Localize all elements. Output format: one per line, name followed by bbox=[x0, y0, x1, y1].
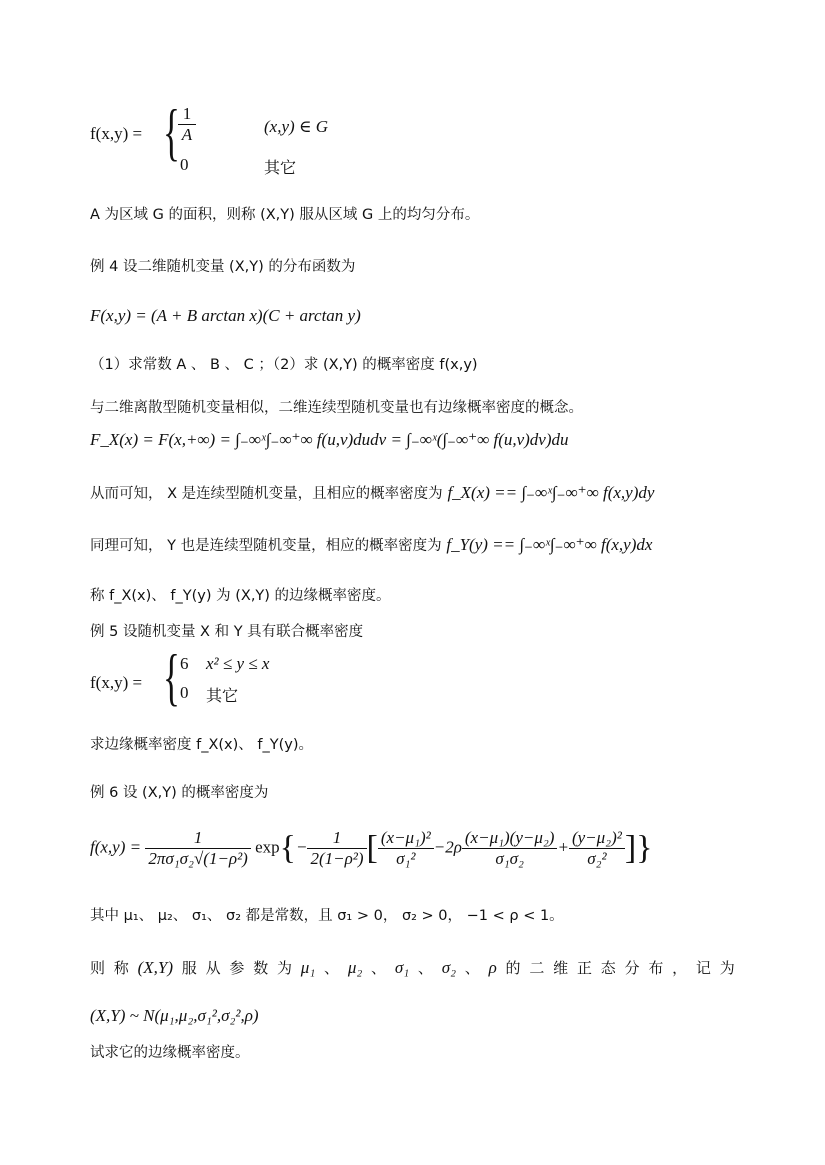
claim-word: 服 bbox=[181, 959, 197, 977]
marginal-x-line bbox=[90, 483, 654, 504]
claim-word: 、 bbox=[324, 959, 340, 977]
piecewise2-otherwise: 其它 bbox=[206, 686, 239, 705]
marginal-y-text: 同理可知， Y 也是连续型随机变量，相应的概率密度为 bbox=[90, 538, 442, 554]
piecewise2-six: 6 bbox=[180, 654, 189, 673]
piecewise1-fraction bbox=[178, 104, 196, 145]
claim-word: σ₁ bbox=[394, 958, 410, 977]
piecewise2-zero: 0 bbox=[180, 683, 189, 702]
claim-word: μ₁ bbox=[300, 958, 316, 977]
example4-question: （1）求常数 A 、 B 、 C ；（2）求 (X,Y) 的概率密度 f(x,y) bbox=[90, 357, 478, 373]
example6-term1-den: σ₁² bbox=[396, 849, 416, 868]
example6-prefactor bbox=[145, 828, 251, 869]
claim-word: 态 bbox=[600, 959, 616, 977]
claim-word: 从 bbox=[205, 959, 221, 977]
claim-word: 正 bbox=[576, 959, 592, 977]
marginal-y-line bbox=[90, 535, 652, 556]
marginal-definition: 称 f_X(x)、 f_Y(y) 为 (X,Y) 的边缘概率密度。 bbox=[90, 588, 391, 604]
claim-word: μ₂ bbox=[347, 958, 363, 977]
claim-word: σ₂ bbox=[441, 958, 457, 977]
claim-word: 参 bbox=[229, 959, 245, 977]
example6-inner-den: 2(1−ρ²) bbox=[310, 849, 364, 868]
example6-prefactor-den: 2πσ₁σ₂√(1−ρ²) bbox=[148, 849, 248, 868]
example6-title: 例 6 设 (X,Y) 的概率密度为 bbox=[90, 785, 269, 801]
example6-lhs: f(x,y) = bbox=[90, 837, 142, 857]
piecewise1-num: 1 bbox=[178, 104, 196, 125]
claim-word: (X,Y) bbox=[137, 958, 174, 977]
claim-word: 、 bbox=[464, 959, 480, 977]
example6-claim-line bbox=[90, 958, 735, 978]
example6-inner-factor bbox=[307, 828, 366, 869]
marginal-x-formula: f_X(x) == ∫₋∞ˣ∫₋∞⁺∞ f(x,y)dy bbox=[447, 483, 655, 502]
claim-word: 记 bbox=[695, 959, 711, 977]
claim-word: 分 bbox=[624, 959, 640, 977]
example6-formula: f(x,y) = $\frac{1}{\text{2πσ₁σ₂√(1−ρ²)}}$ exp{− $\frac{1}{\text{2(1−ρ²)}}$ [ $\frac{\text{(x−μ₁)²}}{\text{σ₁²}}$ −2ρ $\frac{\text{(x−μ₁)(y−μ₂)}}{\text{σ₁σ₂}}$ + $\frac{\text{(y−μ₂)²}}{\text{σ₂²}}$ ]} bbox=[90, 828, 653, 868]
piecewise2-condition: x² ≤ y ≤ x bbox=[206, 654, 270, 673]
example6-term2 bbox=[462, 828, 558, 869]
example5-title: 例 5 设随机变量 X 和 Y 具有联合概率密度 bbox=[90, 624, 364, 640]
claim-word: 二 bbox=[529, 959, 545, 977]
claim-word: 、 bbox=[417, 959, 433, 977]
example6-question: 试求它的边缘概率密度。 bbox=[90, 1045, 250, 1061]
claim-word: 称 bbox=[113, 959, 129, 977]
example6-term1 bbox=[378, 828, 434, 869]
claim-word: 为 bbox=[719, 959, 735, 977]
claim-word: ， bbox=[672, 959, 688, 977]
example6-term3-num: (y−μ₂)² bbox=[569, 828, 625, 849]
uniform-distribution-text: A 为区域 G 的面积，则称 (X,Y) 服从区域 G 上的均匀分布。 bbox=[90, 207, 480, 223]
marginal-y-formula: f_Y(y) == ∫₋∞ˣ∫₋∞⁺∞ f(x,y)dx bbox=[446, 535, 653, 554]
claim-word: ρ bbox=[488, 958, 497, 977]
piecewise1-condition: (x,y) ∈ G bbox=[264, 117, 329, 136]
example6-term2-coef: −2ρ bbox=[433, 837, 462, 857]
piecewise1-zero: 0 bbox=[180, 155, 189, 174]
example6-exp: exp bbox=[255, 837, 280, 857]
claim-word: 则 bbox=[90, 959, 106, 977]
example4-title: 例 4 设二维随机变量 (X,Y) 的分布函数为 bbox=[90, 259, 356, 275]
piecewise1-otherwise: 其它 bbox=[264, 158, 297, 177]
claim-word: 的 bbox=[505, 959, 521, 977]
claim-word: 为 bbox=[276, 959, 292, 977]
example6-notation: (X,Y) ~ N(μ₁,μ₂,σ₁²,σ₂²,ρ) bbox=[90, 1006, 259, 1025]
example6-term1-num: (x−μ₁)² bbox=[378, 828, 434, 849]
example6-term3 bbox=[569, 828, 625, 869]
example5-question: 求边缘概率密度 f_X(x)、 f_Y(y)。 bbox=[90, 737, 314, 753]
claim-word: 布 bbox=[648, 959, 664, 977]
example6-inner-num: 1 bbox=[307, 828, 366, 849]
marginal-cdf-formula: F_X(x) = F(x,+∞) = ∫₋∞ˣ∫₋∞⁺∞ f(u,v)dudv = ∫₋∞ˣ(∫₋∞⁺∞ f(u,v)dv)du bbox=[90, 430, 569, 449]
piecewise2-lhs: f(x,y) = bbox=[90, 673, 143, 692]
piecewise1-brace: { bbox=[163, 96, 180, 167]
example6-term2-den: σ₁σ₂ bbox=[495, 849, 524, 868]
marginal-x-text: 从而可知， X 是连续型随机变量，且相应的概率密度为 bbox=[90, 486, 443, 502]
example6-term3-den: σ₂² bbox=[587, 849, 607, 868]
example6-params: 其中 μ₁、 μ₂、 σ₁、 σ₂ 都是常数，且 σ₁ > 0， σ₂ > 0， −1 < ρ < 1。 bbox=[90, 908, 564, 924]
piecewise2-brace: { bbox=[163, 641, 180, 712]
example6-term2-num: (x−μ₁)(y−μ₂) bbox=[462, 828, 558, 849]
claim-word: 维 bbox=[553, 959, 569, 977]
example6-prefactor-num: 1 bbox=[145, 828, 251, 849]
piecewise1-lhs: f(x,y) = bbox=[90, 124, 143, 143]
example4-formula: F(x,y) = (A + B arctan x)(C + arctan y) bbox=[90, 306, 361, 325]
marginal-intro: 与二维离散型随机变量相似，二维连续型随机变量也有边缘概率密度的概念。 bbox=[90, 400, 583, 416]
claim-word: 、 bbox=[371, 959, 387, 977]
piecewise1-den: A bbox=[181, 125, 193, 144]
claim-word: 数 bbox=[253, 959, 269, 977]
